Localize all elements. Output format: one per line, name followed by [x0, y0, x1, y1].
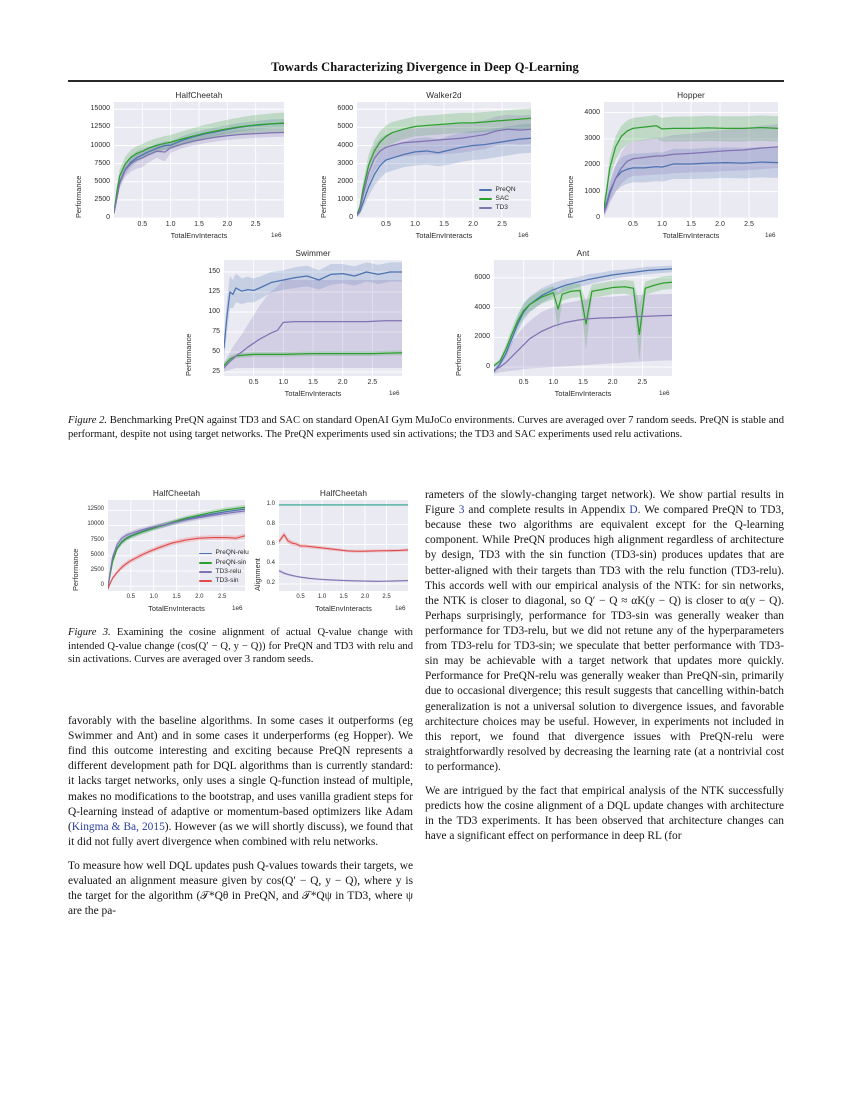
y-axis-tick-label: 1.0	[266, 500, 275, 507]
plot-title: Ant	[576, 248, 590, 258]
y-axis-tick-label: 2500	[94, 195, 110, 203]
figure-3-caption-text: Examining the cosine alignment of actual Q-value change with intended Q-value change (cos(Q′ − Q, y − Q)) for PreQN and TD3 with relu and sin activations. Curves are averaged over 3 random seeds.	[68, 627, 413, 666]
figure-3-caption	[68, 626, 413, 667]
x-axis-tick-label: 1.5	[308, 379, 318, 386]
plot-legend	[199, 550, 249, 587]
plot-title: Walker2d	[426, 90, 462, 100]
y-axis-label: Performance	[454, 333, 463, 376]
y-axis-tick-label: 0.8	[266, 520, 275, 527]
x-axis-tick-label: 1.0	[410, 221, 420, 228]
y-axis-tick-label: 125	[208, 288, 220, 295]
y-axis-tick-label: 2500	[90, 566, 104, 573]
plot-hopper-performance	[562, 88, 784, 246]
legend-color-swatch	[199, 571, 212, 573]
x-axis-tick-label: 0.5	[381, 221, 391, 228]
right-column	[425, 488, 784, 845]
y-axis-label: Alignment	[253, 558, 262, 591]
text-run: . We compared PreQN to TD3, because these two algorithms are equivalent except for the Q-learning component. While PreQN produces high alignment regardless of architecture by design, TD3 with the sin function (TD3-sin) produces updates that are better-aligned with their targets than TD3 with the relu function (TD3-relu). This accords well with our empirical analysis of the NTK: for sin networks, the NTK is closer to diagonal, so Q′ − Q ≈ αK(y − Q) is closer to α(y − Q). Perhaps surprisingly, performance for TD3-sin was generally weaker than performance for TD3-relu, but we did not retune any of the hyperparameters from TD3-relu for TD3-sin; we speculate that better performance with TD3-sin may be achievable with a target network that updates more quickly. Performance for PreQN-relu was generally weaker than PreQN-sin, primarily due to occasional divergence; this result suggests that cancelling within-batch generalization is not a universal solution to divergence issues, and favorable architecture choices may be useful. However, in experiments not included in this report, we found that divergence issues with PreQN-relu were straightforwardly resolved by decreasing the learning rate (at a nontrivial cost to performance).	[425, 504, 784, 773]
x-axis-tick-label: 1.0	[317, 594, 327, 600]
y-axis-tick-label: 5000	[90, 551, 104, 558]
x-axis-tick-label: 1.0	[548, 379, 559, 386]
legend-entry	[479, 196, 516, 203]
x-axis-tick-label: 2.5	[497, 221, 507, 228]
y-axis-tick-label: 0.6	[266, 540, 275, 547]
x-axis-tick-label: 2.5	[382, 594, 391, 600]
y-axis-tick-label: 0.4	[266, 560, 275, 567]
y-axis-tick-label: 3000	[337, 159, 353, 167]
plot-swimmer-performance	[178, 246, 408, 404]
x-axis-tick-label: 1.5	[686, 221, 696, 228]
y-axis-tick-label: 7500	[90, 536, 104, 543]
legend-color-swatch	[199, 553, 212, 555]
text-run: We are intrigued by the fact that empirical analysis of the NTK successfully predicts how the cosine alignment of a DQL update changes with architecture in the TD3 experiments. It has been observed that architecture changes can have a significant effect on performance in deep RL (for	[425, 785, 784, 843]
legend-label: TD3-relu	[215, 567, 242, 575]
plot-axes	[224, 260, 402, 376]
left-column	[68, 714, 413, 919]
figure-2-caption	[68, 414, 784, 441]
legend-label: PreQN-sin	[215, 558, 247, 566]
x-axis-tick-label: 1.0	[278, 379, 289, 386]
x-axis-exponent-label: 1e6	[271, 232, 282, 239]
x-axis-tick-label: 2.0	[222, 221, 233, 228]
y-axis-tick-label: 7500	[94, 159, 110, 167]
y-axis-tick-label: 5000	[337, 123, 353, 131]
y-axis-tick-label: 75	[212, 328, 220, 335]
legend-entry	[199, 578, 249, 585]
legend-entry	[479, 205, 516, 212]
legend-entry	[199, 550, 249, 557]
y-axis-tick-label: 6000	[474, 273, 490, 281]
y-axis-tick-label: 10000	[90, 141, 110, 149]
y-axis-tick-label: 2000	[474, 333, 490, 341]
x-axis-tick-label: 0.5	[126, 594, 135, 600]
y-axis-tick-label: 3000	[584, 134, 600, 142]
figure-2-caption-label: Figure 2.	[68, 415, 108, 426]
y-axis-tick-label: 100	[208, 308, 220, 315]
legend-label: SAC	[495, 194, 510, 202]
y-axis-tick-label: 12500	[87, 506, 104, 513]
y-axis-tick-label: 1000	[337, 195, 353, 203]
plot-axes	[279, 500, 408, 591]
x-axis-tick-label: 2.5	[250, 221, 261, 228]
plot-title: HalfCheetah	[175, 90, 223, 100]
plot-walker2d-performance	[315, 88, 537, 246]
x-axis-tick-label: 0.5	[137, 221, 148, 228]
header-rule	[68, 80, 784, 82]
citation-link[interactable]: Kingma & Ba, 2015	[71, 820, 165, 833]
plot-halfcheetah-alignment-fig3	[251, 488, 413, 616]
y-axis-tick-label: 6000	[337, 105, 353, 113]
y-axis-tick-label: 10000	[87, 521, 104, 528]
legend-color-swatch	[199, 580, 212, 582]
plot-axes	[114, 102, 284, 218]
y-axis-tick-label: 0	[106, 214, 110, 221]
x-axis-tick-label: 0.5	[296, 594, 305, 600]
text-run: ). However (as we will shortly discuss), we found that it did not fully avert divergence when combined with relu networks.	[68, 820, 413, 848]
y-axis-tick-label: 4000	[337, 141, 353, 149]
legend-color-swatch	[479, 198, 492, 200]
text-run: and complete results in Appendix	[464, 504, 630, 517]
y-axis-tick-label: 2000	[337, 177, 353, 185]
x-axis-tick-label: 2.0	[195, 594, 204, 600]
x-axis-tick-label: 2.0	[468, 221, 478, 228]
y-axis-label: Performance	[71, 548, 80, 591]
x-axis-tick-label: 1.5	[578, 379, 588, 386]
plot-halfcheetah-performance-fig3	[68, 488, 250, 616]
running-head: Towards Characterizing Divergence in Deep Q-Learning	[271, 60, 579, 74]
x-axis-tick-label: 2.0	[607, 379, 618, 386]
x-axis-tick-label: 2.5	[367, 379, 378, 386]
x-axis-tick-label: 1.0	[657, 221, 667, 228]
y-axis-tick-label: 12500	[90, 123, 110, 131]
x-axis-tick-label: 1.5	[172, 594, 181, 600]
x-axis-tick-label: 1.0	[165, 221, 176, 228]
y-axis-tick-label: 0	[349, 214, 353, 221]
plot-legend	[479, 186, 516, 214]
x-axis-exponent-label: 1e6	[395, 605, 406, 612]
y-axis-label: Performance	[566, 175, 575, 218]
x-axis-label: TotalEnvInteracts	[284, 389, 342, 398]
citation-link[interactable]: D	[629, 504, 638, 517]
legend-entry	[479, 186, 516, 193]
para-ntk-intrigued	[425, 784, 784, 844]
x-axis-tick-label: 2.5	[637, 379, 648, 386]
x-axis-tick-label: 0.5	[628, 221, 638, 228]
x-axis-exponent-label: 1e6	[518, 232, 529, 239]
y-axis-label: Performance	[319, 175, 328, 218]
figure-2-plots	[68, 88, 784, 406]
x-axis-tick-label: 2.0	[715, 221, 725, 228]
para-alignment-measure	[68, 859, 413, 919]
y-axis-tick-label: 4000	[584, 108, 600, 116]
plot-axes	[604, 102, 778, 218]
x-axis-exponent-label: 1e6	[389, 390, 400, 397]
y-axis-tick-label: 150	[208, 268, 220, 275]
legend-label: PreQN	[495, 185, 516, 193]
legend-entry	[199, 559, 249, 566]
x-axis-tick-label: 1.5	[194, 221, 204, 228]
figure-3-caption-label: Figure 3.	[68, 627, 111, 638]
x-axis-label: TotalEnvInteracts	[554, 389, 612, 398]
legend-label: PreQN-relu	[215, 549, 249, 557]
legend-color-swatch	[479, 189, 492, 191]
x-axis-tick-label: 2.0	[360, 594, 370, 600]
para-parameters	[425, 488, 784, 775]
plot-title: Swimmer	[295, 248, 331, 258]
figure-2-caption-text: Benchmarking PreQN against TD3 and SAC on standard OpenAI Gym MuJoCo environments. Curves are averaged over 7 random seeds. PreQN is stable and performant, despite not using target networks. The PreQN experiments used sin activations; the TD3 and SAC experiments used relu activations.	[68, 415, 784, 440]
citation-link[interactable]: 3	[458, 504, 465, 517]
y-axis-tick-label: 0	[486, 363, 490, 371]
text-run: rameters of the slowly-changing target network). We show partial results in Figure	[425, 489, 784, 517]
x-axis-label: TotalEnvInteracts	[415, 231, 473, 240]
plot-halfcheetah-performance	[68, 88, 290, 246]
x-axis-label: TotalEnvInteracts	[148, 604, 205, 613]
figure-2-row-1	[68, 88, 784, 246]
para-baseline	[68, 714, 413, 850]
legend-label: TD3	[495, 203, 508, 211]
y-axis-label: Performance	[74, 175, 83, 218]
legend-label: TD3-sin	[215, 576, 239, 584]
plot-axes	[494, 260, 672, 376]
y-axis-tick-label: 5000	[94, 177, 110, 185]
x-axis-tick-label: 2.5	[744, 221, 754, 228]
y-axis-tick-label: 25	[212, 368, 220, 375]
y-axis-tick-label: 50	[212, 348, 220, 355]
x-axis-exponent-label: 1e6	[659, 390, 670, 397]
legend-color-swatch	[199, 562, 212, 564]
plot-ant-performance	[448, 246, 678, 404]
y-axis-tick-label: 4000	[474, 303, 490, 311]
x-axis-tick-label: 0.5	[518, 379, 529, 386]
x-axis-label: TotalEnvInteracts	[170, 231, 228, 240]
x-axis-tick-label: 1.5	[339, 594, 348, 600]
figure-2-row-2	[178, 246, 678, 404]
y-axis-tick-label: 2000	[584, 161, 600, 169]
x-axis-tick-label: 2.5	[217, 594, 227, 600]
text-run: favorably with the baseline algorithms. In some cases it outperforms (eg Swimmer and Ant) and in some cases it underperforms (eg Hopper). We find this outcome interesting and exciting because PreQN represents a different development path for DQL algorithms than is currently standard: it lacks target networks, only uses a single Q-function instead of multiple, makes no modifications to the bootstrap, and uses vanilla gradient steps for Q-learning instead of adaptive or momentum-based optimizers like Adam (	[68, 715, 413, 833]
text-run: To measure how well DQL updates push Q-values towards their targets, we evaluated an alignment measure given by cos(Q′ − Q, y − Q), where y is the target for the algorithm (𝒯*Qθ in PreQN, and 𝒯*Qψ in TD3, where ψ are the pa-	[68, 859, 413, 918]
x-axis-exponent-label: 1e6	[232, 605, 243, 612]
x-axis-tick-label: 2.0	[337, 379, 348, 386]
legend-entry	[199, 569, 249, 576]
x-axis-tick-label: 1.5	[439, 221, 449, 228]
x-axis-tick-label: 1.0	[149, 594, 158, 600]
figure-3-plots	[68, 488, 413, 616]
y-axis-tick-label: 0	[596, 214, 600, 221]
plot-title: Hopper	[677, 90, 705, 100]
y-axis-tick-label: 0	[100, 582, 104, 589]
x-axis-tick-label: 0.5	[248, 379, 259, 386]
y-axis-label: Performance	[184, 333, 193, 376]
y-axis-tick-label: 1000	[584, 187, 600, 195]
x-axis-label: TotalEnvInteracts	[662, 231, 720, 240]
x-axis-exponent-label: 1e6	[765, 232, 776, 239]
plot-title: HalfCheetah	[319, 488, 368, 498]
y-axis-tick-label: 0.2	[266, 580, 275, 587]
x-axis-label: TotalEnvInteracts	[315, 604, 372, 613]
legend-color-swatch	[479, 207, 492, 209]
plot-title: HalfCheetah	[152, 488, 201, 498]
y-axis-tick-label: 15000	[90, 105, 110, 113]
